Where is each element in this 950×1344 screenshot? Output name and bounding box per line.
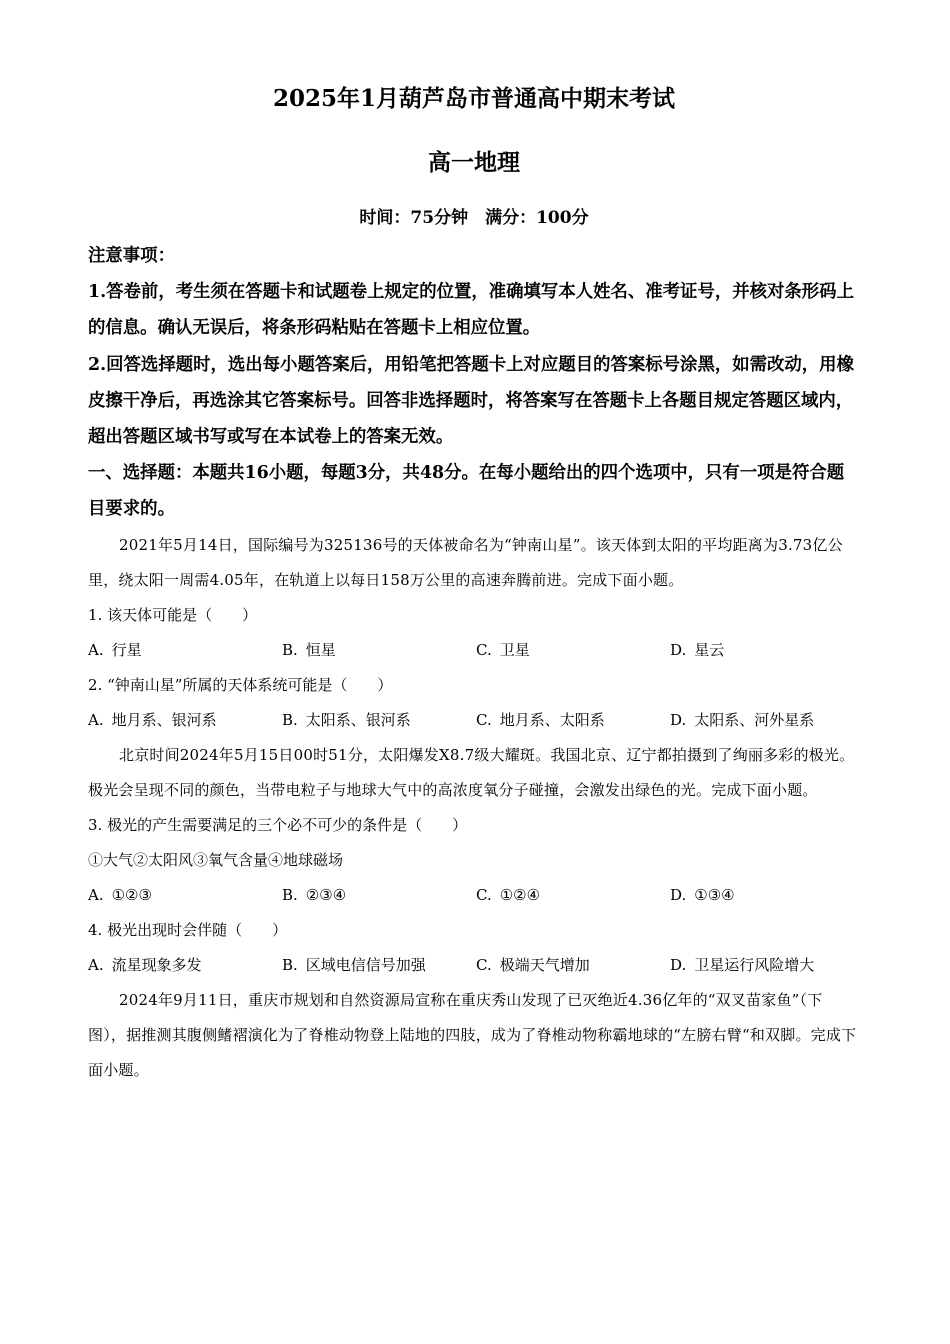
option-b[interactable] [282,878,476,913]
option-text: 流星现象多发 [111,955,202,974]
question-2-stem: 2. “钟南山星”所属的天体系统可能是（ ） [88,675,393,694]
option-text: ①②③ [111,885,152,904]
question-4-options [88,948,860,983]
option-text: ①②④ [499,885,541,904]
option-text: 恒星 [305,640,336,659]
option-text: 地月系、银河系 [111,710,217,729]
question-4-stem: 4. 极光出现时会伴随（ ） [88,920,288,939]
option-d[interactable] [670,633,864,668]
passage-2: 北京时间2024年5月15日00时51分，太阳爆发X8.7级大耀斑。我国北京、辽宁都拍摄到了绚丽多彩的极光。极光会呈现不同的颜色，当带电粒子与地球大气中的高浓度氧分子碰撞，会激发出绿色的光。完成下面小题。 [88,745,855,799]
option-letter: C. [476,885,492,904]
option-letter: D. [670,640,687,659]
option-b[interactable] [282,633,476,668]
option-b[interactable] [282,948,476,983]
option-text: 行星 [111,640,142,659]
option-text: 星云 [694,640,725,659]
option-letter: A. [88,955,104,974]
question-3-options [88,878,860,913]
option-c[interactable] [476,703,670,738]
option-text: ②③④ [305,885,347,904]
passage-3: 2024年9月11日，重庆市规划和自然资源局宣称在重庆秀山发现了已灭绝近4.36亿年的“双叉苗家鱼”（下图），据推测其腹侧鳍褶演化为了脊椎动物登上陆地的四肢，成为了脊椎动物称霸地球的“左膀右臂“和双脚。完成下面小题。 [88,990,857,1079]
option-c[interactable] [476,878,670,913]
question-1-stem: 1. 该天体可能是（ ） [88,605,258,624]
option-text: 地月系、太阳系 [499,710,605,729]
option-letter: C. [476,955,492,974]
exam-subject: 高一地理 [428,149,520,176]
option-d[interactable] [670,948,864,983]
option-text: ①③④ [694,885,735,904]
option-letter: B. [282,955,298,974]
option-a[interactable] [88,703,282,738]
option-d[interactable] [670,878,864,913]
notice-heading: 注意事项： [88,246,175,266]
option-text: 卫星运行风险增大 [694,955,815,974]
option-letter: A. [88,885,104,904]
option-letter: D. [670,885,687,904]
section-heading: 一、选择题：本题共16小题，每题3分，共48分。在每小题给出的四个选项中，只有一项是符合题目要求的。 [88,463,845,520]
option-letter: A. [88,640,104,659]
option-letter: B. [282,640,298,659]
option-text: 区域电信信号加强 [305,955,426,974]
notice-item-1: 1.答卷前，考生须在答题卡和试题卷上规定的位置，准确填写本人姓名、准考证号，并核对条形码上的信息。确认无误后，将条形码粘贴在答题卡上相应位置。 [88,282,854,339]
option-text: 极端天气增加 [499,955,590,974]
exam-meta: 时间：75分钟 满分：100分 [359,208,589,228]
option-a[interactable] [88,633,282,668]
option-text: 卫星 [499,640,530,659]
option-c[interactable] [476,948,670,983]
option-c[interactable] [476,633,670,668]
option-letter: D. [670,955,687,974]
option-letter: D. [670,710,687,729]
question-1-options [88,633,860,668]
question-3-conditions: ①大气②太阳风③氧气含量④地球磁场 [88,850,344,869]
option-letter: B. [282,885,298,904]
option-letter: A. [88,710,104,729]
option-a[interactable] [88,948,282,983]
question-2-options [88,703,860,738]
option-b[interactable] [282,703,476,738]
option-text: 太阳系、银河系 [305,710,411,729]
notice-item-2: 2.回答选择题时，选出每小题答案后，用铅笔把答题卡上对应题目的答案标号涂黑，如需改动，用橡皮擦干净后，再选涂其它答案标号。回答非选择题时，将答案写在答题卡上各题目规定答题区域内，超出答题区域书写或写在本试卷上的答案无效。 [88,354,854,448]
option-letter: B. [282,710,298,729]
option-letter: C. [476,710,492,729]
passage-1: 2021年5月14日，国际编号为325136号的天体被命名为“钟南山星”。该天体到太阳的平均距离为3.73亿公里，绕太阳一周需4.05年，在轨道上以每日158万公里的高速奔腾前进。完成下面小题。 [88,535,843,589]
question-3-stem: 3. 极光的产生需要满足的三个必不可少的条件是（ ） [88,815,468,834]
option-letter: C. [476,640,492,659]
option-text: 太阳系、河外星系 [694,710,815,729]
option-a[interactable] [88,878,282,913]
exam-title: 2025年1月葫芦岛市普通高中期末考试 [272,85,676,112]
option-d[interactable] [670,703,864,738]
